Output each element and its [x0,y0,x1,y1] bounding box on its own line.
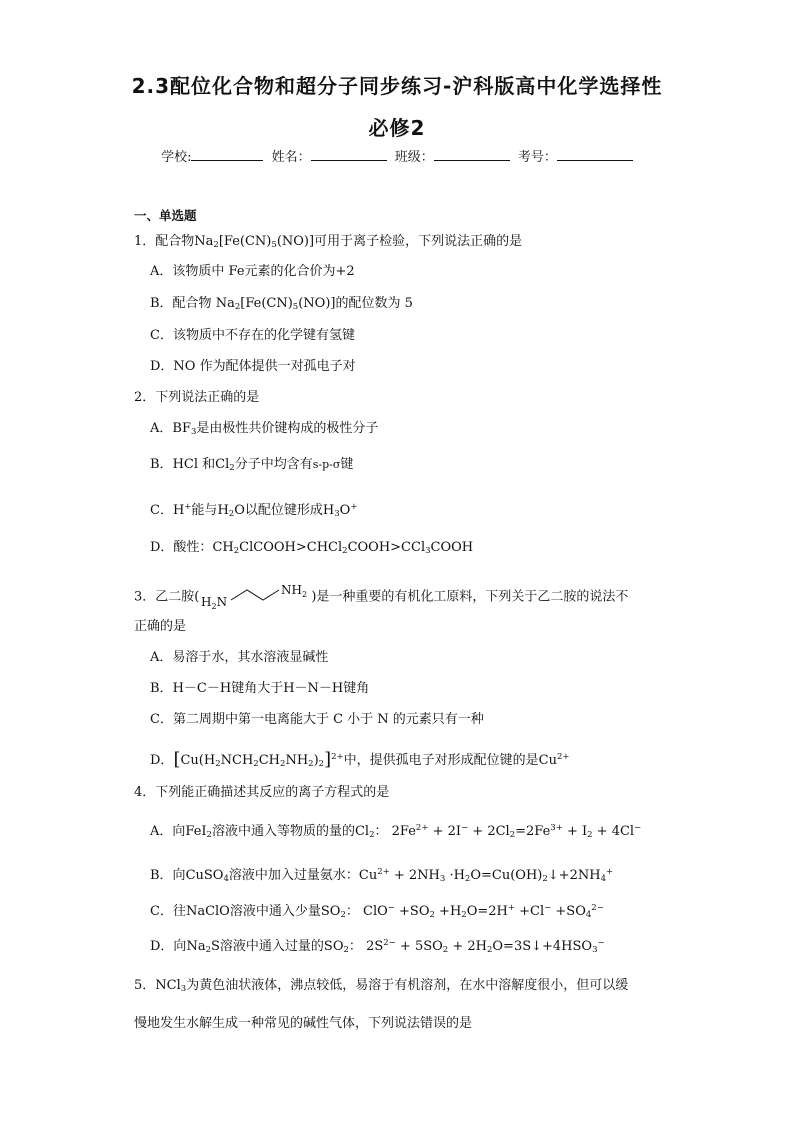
question-4-option-a[interactable]: A．向FeI$_2$溶液中通入等物质的量的$Cl_2$： $2Fe^{2+} + 2I^- + 2Cl_2=2Fe^{3+} + I_2 + 4Cl^-$ [150,823,642,840]
question-2-option-b[interactable]: B．HCl 和$Cl_2$分子中均含有s-p-σ键 [150,457,354,473]
question-4-stem: 4．下列能正确描述其反应的离子方程式的是 [134,785,390,800]
question-4-option-b[interactable]: B．向CuSO$_4$溶液中加入过量氨水：$Cu^{2+} + 2NH_3$ $\cdot H_2O=Cu(OH)_2↓+2NH_4^+$ [150,867,614,884]
svg-text:NH2: $NH_2$ [281,583,308,599]
section-heading: 一、单选题 [134,208,197,223]
student-info-line [0,146,794,165]
class-field[interactable]: 班级： [395,146,510,165]
question-5-stem-line2: 慢地发生水解生成一种常见的碱性气体，下列说法错误的是 [134,1016,473,1031]
question-2-stem: 2．下列说法正确的是 [134,390,260,405]
question-1-option-a[interactable]: A．该物质中 Fe元素的化合价为+2 [150,264,355,279]
name-field[interactable]: 姓名： [272,146,387,165]
question-1-option-c[interactable]: C．该物质中不存在的化学键有氢键 [150,328,355,343]
ethylenediamine-structure-icon [199,582,311,612]
question-2-option-a[interactable]: A．$BF_3$是由极性共价键构成的极性分子 [150,421,379,437]
question-3-option-a[interactable]: A．易溶于水，其水溶液显碱性 [150,650,329,665]
question-1-stem: 1．配合物$Na_2[Fe(CN)_5(NO)]$可用于离子检验，下列说法正确的是 [134,234,523,250]
question-2-option-c[interactable]: C．H+能与$H_2O$以配位键形成$H_3O^+$ [150,502,358,519]
page-title: 2.3配位化合物和超分子同步练习-沪科版高中化学选择性 [131,74,663,98]
page-title-line2: 必修2 [368,116,426,140]
exam-number-field[interactable]: 考号： [518,146,633,165]
question-3-option-d[interactable]: D．$[Cu(H_2NCH_2CH_2NH_2)_2]^{2+}$中，提供孤电子对形成配位键的是$Cu^{2+}$ [150,749,570,770]
question-2-option-d[interactable]: D．酸性：$CH_2ClCOOH>CHCl_2COOH>CCl_3COOH$ [150,540,474,556]
svg-text:H2N: $H_2N$ [201,595,228,611]
question-3-option-c[interactable]: C．第二周期中第一电离能大于 C 小于 N 的元素只有一种 [150,712,484,727]
school-field[interactable]: 学校: [161,146,263,165]
question-1-option-d[interactable]: D．NO 作为配体提供一对孤电子对 [150,359,356,374]
question-1-option-b[interactable]: B．配合物 $Na_2[Fe(CN)_5(NO)]$的配位数为 5 [150,296,413,312]
question-4-option-c[interactable]: C．往NaClO溶液中通入少量$SO_2$： $ClO^- +SO_2 +H_2O=2H^+ +Cl^- +SO_4^{2-}$ [150,903,604,920]
question-3-option-b[interactable]: B．H－C－H键角大于H－N－H键角 [150,681,370,696]
question-3-stem-line2: 正确的是 [134,619,187,634]
question-3-stem: 3．乙二胺( $H_2N$ $NH_2$ )是一种重要的有机化工原料，下列关于乙二胺的说法不 [134,583,629,611]
question-4-option-d[interactable]: D．向$Na_2S$溶液中通入过量的$SO_2$： $2S^{2-} + 5SO_2$ + $2H_2O=3S↓+4HSO_3^-$ [150,938,605,955]
question-5-stem: 5．NCl$_3$为黄色油状液体，沸点较低，易溶于有机溶剂，在水中溶解度很小，但可以缓 [134,978,629,994]
